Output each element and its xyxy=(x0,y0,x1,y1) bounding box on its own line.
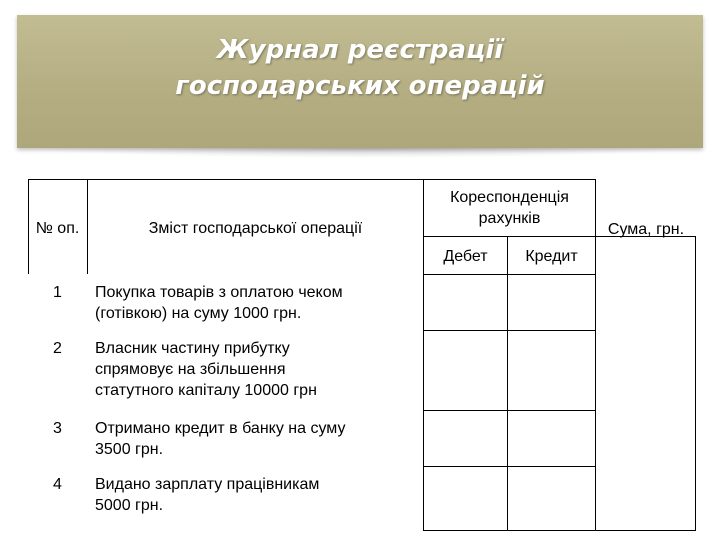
header-credit: Кредит xyxy=(525,248,578,265)
row-4-content xyxy=(95,474,420,516)
row-1-content-line-1: Покупка товарів з оплатою чеком xyxy=(95,284,343,301)
header-correspondence-line-2: рахунків xyxy=(478,210,541,227)
header-content: Зміст господарської операції xyxy=(148,220,363,237)
row-2-bottom-line xyxy=(423,410,596,411)
row-1-bottom-line xyxy=(423,330,596,331)
header-correspondence xyxy=(424,187,595,229)
row-1-content xyxy=(95,282,420,324)
row-4-content-line-1: Видано зарплату працівникам xyxy=(95,476,320,493)
row-3-bottom-line xyxy=(423,466,596,467)
slide-title xyxy=(17,32,703,104)
row-3-number: 3 xyxy=(53,420,62,437)
debit-credit-divider xyxy=(507,236,508,531)
row-2-number: 2 xyxy=(53,340,62,357)
row-3-content xyxy=(95,418,420,460)
row-2-content-line-3: статутного капіталу 10000 грн xyxy=(95,382,317,399)
table-border-bottom xyxy=(423,530,696,531)
header-bottom-line xyxy=(423,274,596,275)
row-2-content-line-1: Власник частину прибутку xyxy=(95,340,290,357)
table-border-top xyxy=(28,179,596,180)
header-number: № оп. xyxy=(35,220,80,237)
banner-shadow xyxy=(28,148,692,158)
content-column-divider xyxy=(423,179,424,531)
row-3-content-line-2: 3500 грн. xyxy=(95,441,164,458)
row-3-content-line-1: Отримано кредит в банку на суму xyxy=(95,420,346,437)
header-correspondence-line-1: Кореспонденція xyxy=(450,189,569,206)
header-amount: Сума, грн. xyxy=(607,221,685,238)
row-4-content-line-2: 5000 грн. xyxy=(95,497,164,514)
slide-title-line-2: господарських операцій xyxy=(175,71,545,101)
header-debit: Дебет xyxy=(443,248,488,265)
row-2-content xyxy=(95,338,420,401)
row-1-number: 1 xyxy=(53,284,62,301)
slide-title-line-1: Журнал реєстрації xyxy=(216,35,504,65)
row-4-number: 4 xyxy=(53,476,62,493)
row-2-content-line-2: спрямовує на збільшення xyxy=(95,361,286,378)
row-1-content-line-2: (готівкою) на суму 1000 грн. xyxy=(95,305,302,322)
table-border-right xyxy=(695,236,696,531)
